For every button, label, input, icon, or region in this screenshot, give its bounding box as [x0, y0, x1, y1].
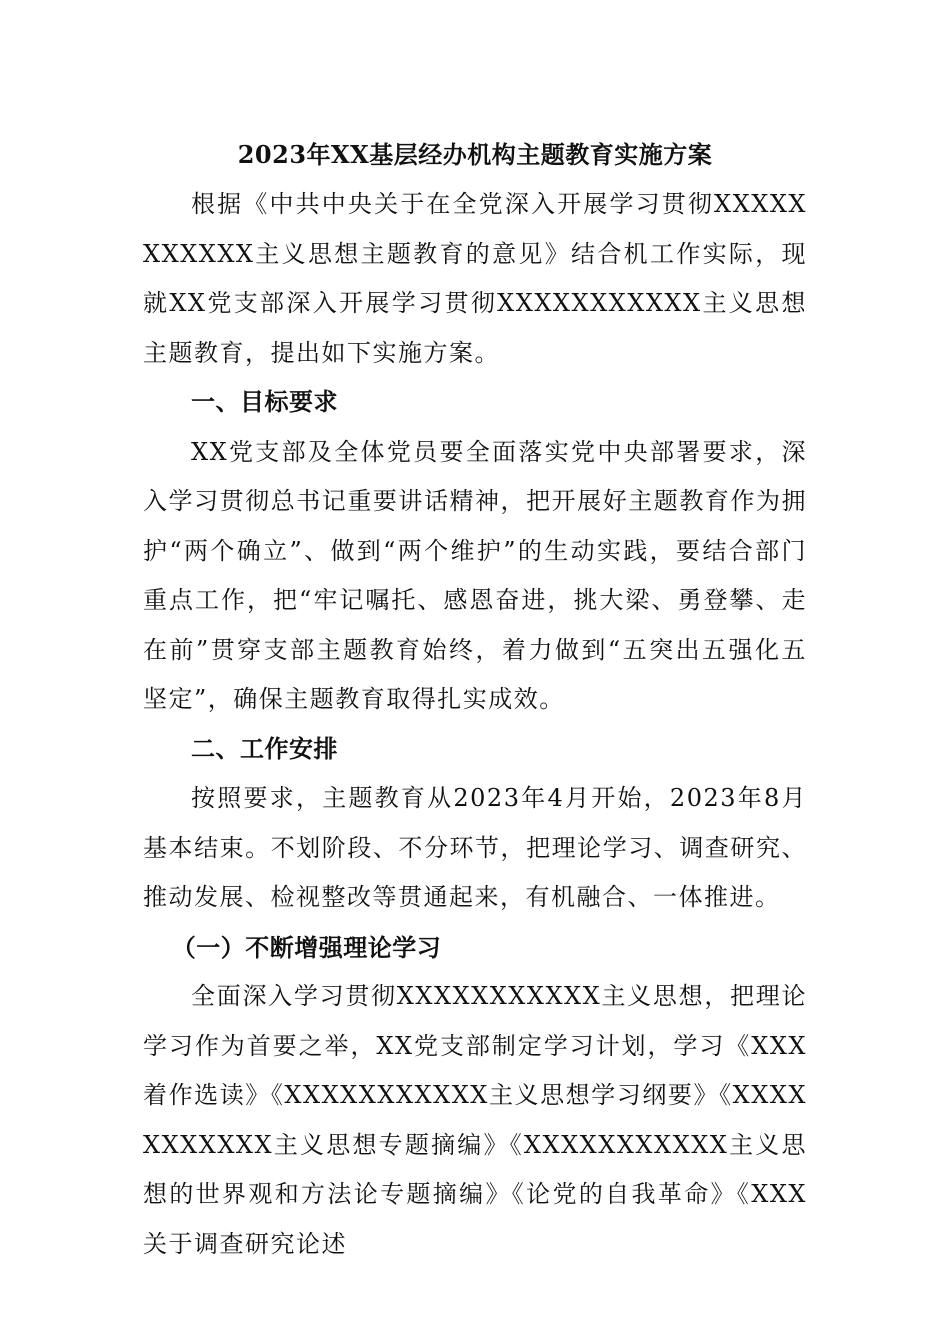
- section-heading-arrangement: 二、工作安排: [191, 734, 338, 763]
- section-heading-goals: 一、目标要求: [191, 388, 338, 416]
- document-body: [143, 130, 807, 1269]
- document-title: 2023年XX基层经办机构主题教育实施方案: [237, 140, 713, 169]
- section-body-arrangement: 按照要求，主题教育从2023年4月开始，2023年8月基本结束。不划阶段、不分环节，把理论学习、调查研究、推动发展、检视整改等贯通起来，有机融合、一体推进。: [143, 784, 807, 911]
- intro-paragraph: 根据《中共中央关于在全党深入开展学习贯彻XXXXXXXXXXX主义思想主题教育的意见》结合机工作实际，现就XX党支部深入开展学习贯彻XXXXXXXXXXX主义思想主题教育，提出如下实施方案。: [143, 190, 807, 367]
- section-body-goals: XX党支部及全体党员要全面落实党中央部署要求，深入学习贯彻总书记重要讲话精神，把开展好主题教育作为拥护“两个确立”、做到“两个维护”的生动实践，要结合部门重点工作，把“牢记嘱托、感恩奋进，挑大梁、勇登攀、走在前”贯穿支部主题教育始终，着力做到“五突出五强化五坚定”，确保主题教育取得扎实成效。: [143, 437, 807, 713]
- subsection-heading-theory-study: （一）不断增强理论学习: [171, 932, 442, 962]
- subsection-body-theory-study: 全面深入学习贯彻XXXXXXXXXXX主义思想，把理论学习作为首要之举，XX党支部制定学习计划，学习《XXX着作选读》《XXXXXXXXXXX主义思想学习纲要》《XXXXXXXXXXX主义思想专题摘编》《XXXXXXXXXXX主义思想的世界观和方法论专题摘编》《论党的自我革命》《XXX关于调查研究论述: [143, 982, 807, 1258]
